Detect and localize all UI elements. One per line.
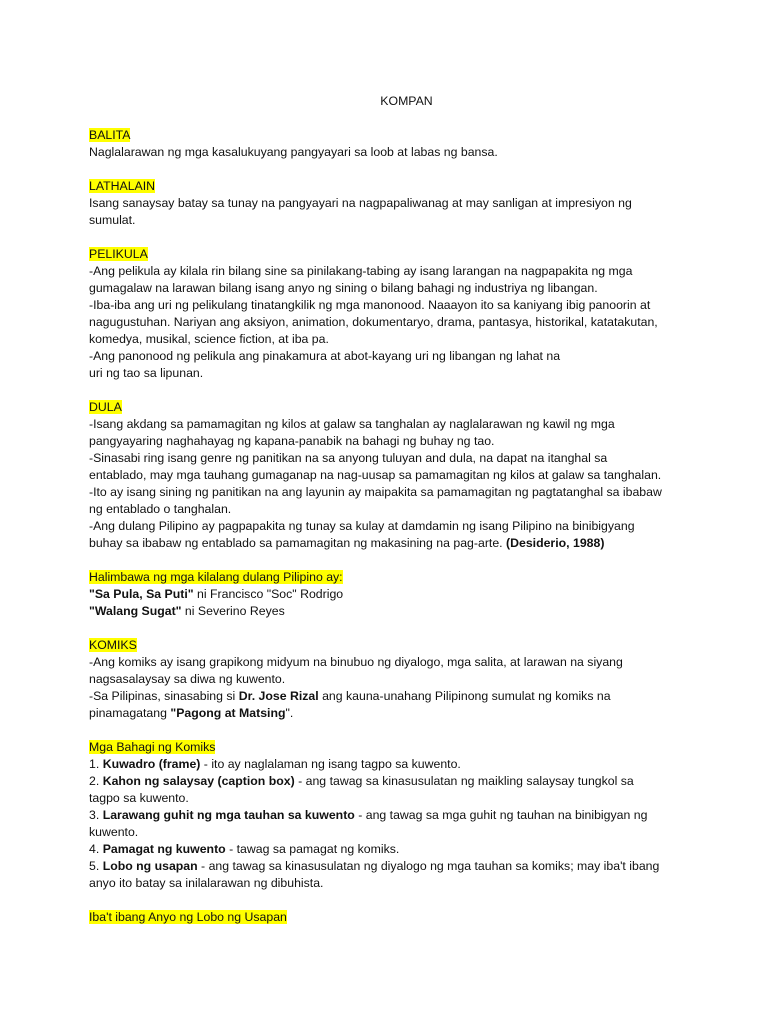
- heading-pelikula: PELIKULA: [89, 247, 148, 261]
- bahagi-item-cont: tagpo sa kuwento.: [89, 791, 189, 805]
- item-term: Pamagat ng kuwento: [102, 842, 226, 856]
- item-term: Kahon ng salaysay (caption box): [102, 774, 295, 788]
- section-lathalain: [89, 178, 728, 229]
- heading-lathalain: LATHALAIN: [89, 179, 156, 193]
- dula-line: -Sinasabi ring isang genre ng panitikan na sa anyong tuluyan and dula, na dapat na itanghal sa: [89, 451, 608, 465]
- heading-ibat-ibang: Iba't ibang Anyo ng Lobo ng Usapan: [89, 910, 287, 924]
- item-term: Larawang guhit ng mga tauhan sa kuwento: [102, 808, 355, 822]
- komiks-line: -Ang komiks ay isang grapikong midyum na binubuo ng diyalogo, mga salita, at larawan na siyang: [89, 655, 623, 669]
- bahagi-item-cont: anyo ito batay sa inilalarawan ng dibuhista.: [89, 876, 324, 890]
- lathalain-line: Isang sanaysay batay sa tunay na pangyayari na nagpapaliwanag at may sanligan at impresiyon ng: [89, 196, 632, 210]
- komiks-line: [89, 688, 728, 705]
- play-title: "Walang Sugat": [89, 604, 182, 618]
- pelikula-line: uri ng tao sa lipunan.: [89, 366, 204, 380]
- section-pelikula: [89, 246, 728, 382]
- bahagi-item: [89, 756, 728, 773]
- komiks-line: [89, 705, 728, 722]
- bahagi-item: [89, 773, 728, 790]
- bahagi-item: [89, 841, 728, 858]
- item-number: 1.: [89, 757, 103, 771]
- heading-bahagi: Mga Bahagi ng Komiks: [89, 740, 216, 754]
- dula-citation: (Desiderio, 1988): [506, 536, 605, 550]
- play-title: "Sa Pula, Sa Puti": [89, 587, 194, 601]
- heading-balita: BALITA: [89, 128, 131, 142]
- komiks-text: ang kauna-unahang Pilipinong sumulat ng komiks na: [318, 689, 611, 703]
- dula-line: -Ito ay isang sining ng panitikan na ang layunin ay maipakita sa pamamagitan ng pagtatanghal sa ibabaw: [89, 485, 662, 499]
- bahagi-item: [89, 858, 728, 875]
- pelikula-line: -Iba-iba ang uri ng pelikulang tinatangkilik ng mga manonood. Naaayon ito sa kaniyang ibig panoorin at: [89, 298, 651, 312]
- dula-line: -Ang dulang Pilipino ay pagpapakita ng tunay sa kulay at damdamin ng isang Pilipino na binibigyang: [89, 519, 635, 533]
- item-desc: - ang tawag sa kinasusulatan ng diyalogo ng mga tauhan sa komiks; may iba't ibang: [197, 859, 660, 873]
- section-balita: [89, 127, 728, 161]
- lathalain-line: sumulat.: [89, 213, 136, 227]
- item-number: 4.: [89, 842, 103, 856]
- dula-line: ng entablado o tanghalan.: [89, 502, 232, 516]
- heading-halimbawa: Halimbawa ng mga kilalang dulang Pilipino ay:: [89, 570, 343, 584]
- play-author: ni Francisco "Soc" Rodrigo: [193, 587, 344, 601]
- balita-line: Naglalarawan ng mga kasalukuyang pangyayari sa loob at labas ng bansa.: [89, 145, 498, 159]
- bahagi-item: [89, 807, 728, 824]
- dula-line: [89, 535, 728, 552]
- heading-dula: DULA: [89, 400, 122, 414]
- section-komiks: [89, 637, 728, 722]
- komiks-text: pinamagatang: [89, 706, 171, 720]
- bahagi-item-cont: kuwento.: [89, 825, 139, 839]
- item-term: Kuwadro (frame): [102, 757, 201, 771]
- pelikula-line: -Ang pelikula ay kilala rin bilang sine sa pinilakang-tabing ay isang larangan na nagpapakita ng mga: [89, 264, 633, 278]
- komiks-rizal: Dr. Jose Rizal: [238, 689, 319, 703]
- item-desc: - ang tawag sa kinasusulatan ng maikling salaysay tungkol sa: [294, 774, 634, 788]
- pelikula-line: -Ang panonood ng pelikula ang pinakamura at abot-kayang uri ng libangan ng lahat na: [89, 349, 561, 363]
- section-dula: [89, 399, 728, 552]
- item-number: 2.: [89, 774, 103, 788]
- play-author: ni Severino Reyes: [181, 604, 285, 618]
- item-desc: - ang tawag sa mga guhit ng tauhan na binibigyan ng: [354, 808, 648, 822]
- item-desc: - ito ay naglalaman ng isang tagpo sa kuwento.: [200, 757, 461, 771]
- pelikula-line: gumagalaw na larawan bilang isang anyo ng sining o bilang bahagi ng industriya ng libangan.: [89, 281, 598, 295]
- dula-line: -Isang akdang sa pamamagitan ng kilos at galaw sa tanghalan ay naglalarawan ng kawil ng mga: [89, 417, 615, 431]
- komiks-work-title: "Pagong at Matsing: [170, 706, 286, 720]
- section-ibat-ibang: [89, 909, 728, 926]
- komiks-text: ".: [285, 706, 294, 720]
- komiks-text: -Sa Pilipinas, sinasabing si: [89, 689, 239, 703]
- pelikula-line: komedya, musikal, science fiction, at iba pa.: [89, 332, 329, 346]
- dula-line: entablado, may mga tauhang gumaganap na nag-uusap sa pamamagitan ng kilos at galaw sa tanghalan.: [89, 468, 662, 482]
- section-halimbawa: [89, 569, 728, 620]
- item-number: 3.: [89, 808, 103, 822]
- item-number: 5.: [89, 859, 103, 873]
- heading-komiks: KOMIKS: [89, 638, 137, 652]
- halimbawa-item: [89, 586, 728, 603]
- komiks-line: nagsasalaysay sa diwa ng kuwento.: [89, 672, 286, 686]
- dula-line: pangyayaring naghahayag ng kapana-panabik na bahagi ng buhay ng tao.: [89, 434, 495, 448]
- item-desc: - tawag sa pamagat ng komiks.: [225, 842, 400, 856]
- section-bahagi: [89, 739, 728, 892]
- pelikula-line: nagugustuhan. Nariyan ang aksiyon, animation, dokumentaryo, drama, pantasya, historikal, katatakutan,: [89, 315, 658, 329]
- item-term: Lobo ng usapan: [102, 859, 198, 873]
- halimbawa-item: [89, 603, 728, 620]
- dula-last-text: buhay sa ibabaw ng entablado sa pamamagitan ng makasining na pag-arte.: [89, 536, 507, 550]
- document-title: KOMPAN: [380, 94, 433, 108]
